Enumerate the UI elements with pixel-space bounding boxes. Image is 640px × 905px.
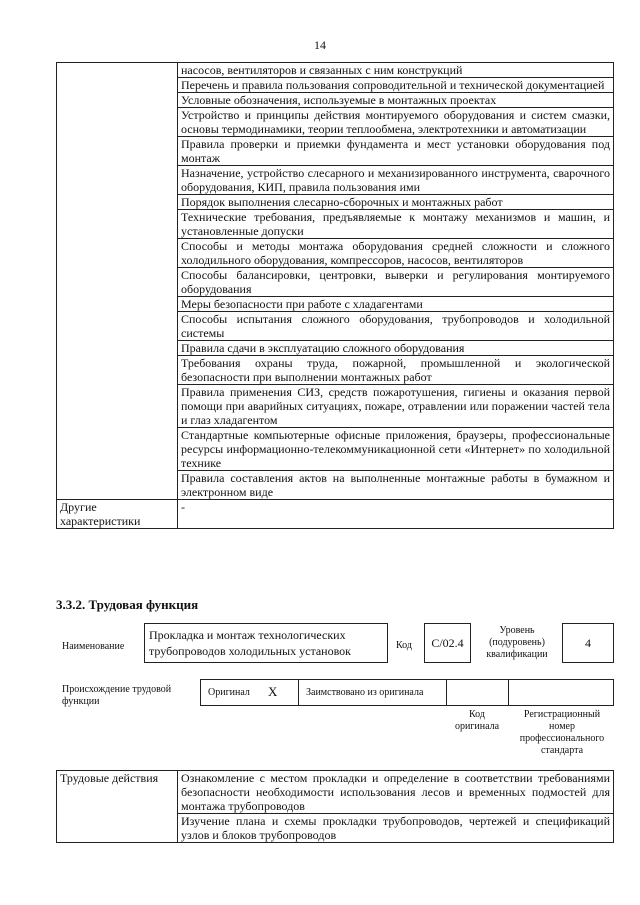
knowledge-item: Перечень и правила пользования сопроводительной и технической документацией — [178, 78, 614, 93]
labor-action-item: Ознакомление с местом прокладки и определение в соответствии требованиями безопасности необходимости использования лесов и временных подмостей для монтажа трубопроводов — [178, 771, 614, 814]
knowledge-label-cell — [57, 63, 178, 500]
labor-action-item: Изучение плана и схемы прокладки трубопроводов, чертежей и спецификаций узлов и блоков трубопроводов — [178, 814, 614, 843]
code-label: Код — [396, 640, 412, 651]
name-label: Наименование — [62, 641, 125, 652]
section-title: 3.3.2. Трудовая функция — [56, 597, 199, 612]
labor-action-row — [57, 771, 614, 814]
knowledge-item: Устройство и принципы действия монтируемого оборудования и систем смазки, основы термодинамики, теории теплообмена, электротехники и автоматизации — [178, 108, 614, 137]
knowledge-item: Назначение, устройство слесарного и механизированного инструмента, сварочного оборудования, КИП, правила пользования ими — [178, 166, 614, 195]
labor-actions-table — [56, 770, 614, 843]
knowledge-item: Правила проверки и приемки фундамента и мест установки оборудования под монтаж — [178, 137, 614, 166]
knowledge-item: Меры безопасности при работе с хладагентами — [178, 297, 614, 312]
knowledge-table — [56, 62, 614, 529]
knowledge-row — [57, 63, 614, 78]
original-label: Оригинал — [208, 687, 250, 698]
origin-divider — [298, 679, 299, 706]
knowledge-item: Способы и методы монтажа оборудования средней сложности и сложного холодильного оборудования, компрессоров, насосов, вентиляторов — [178, 239, 614, 268]
level-value: 4 — [585, 636, 591, 650]
other-characteristics-row — [57, 500, 614, 529]
knowledge-item: Правила сдачи в эксплуатацию сложного оборудования — [178, 341, 614, 356]
level-label: Уровень (подуровень) квалификации — [486, 625, 548, 660]
borrowed-label: Заимствовано из оригинала — [306, 687, 424, 698]
registration-number-caption: Регистрационный номер профессионального стандарта — [519, 709, 605, 756]
knowledge-item: Порядок выполнения слесарно-сборочных и монтажных работ — [178, 195, 614, 210]
original-mark: X — [268, 684, 278, 699]
knowledge-item: Правила составления актов на выполненные монтажные работы в бумажном и электронном виде — [178, 471, 614, 500]
original-code-caption: Код оригинала — [454, 709, 500, 732]
knowledge-item: насосов, вентиляторов и связанных с ним конструкций — [178, 63, 614, 78]
function-code: C/02.4 — [431, 636, 464, 650]
other-characteristics-value: - — [178, 500, 614, 529]
function-name: Прокладка и монтаж технологических трубопроводов холодильных установок — [149, 628, 351, 658]
knowledge-item: Требования охраны труда, пожарной, промышленной и экологической безопасности при выполнении монтажных работ — [178, 356, 614, 385]
page-number: 14 — [314, 38, 326, 52]
origin-divider — [508, 679, 509, 706]
knowledge-item: Технические требования, предъявляемые к монтажу механизмов и машин, и установленные допуски — [178, 210, 614, 239]
other-characteristics-label: Другие характеристики — [57, 500, 178, 529]
knowledge-item: Правила применения СИЗ, средств пожаротушения, гигиены и оказания первой помощи при аварийных ситуациях, пожаре, отравлении или поражении частей тела и глаз хладагентом — [178, 385, 614, 428]
origin-divider — [446, 679, 447, 706]
labor-actions-label: Трудовые действия — [57, 771, 178, 843]
knowledge-item: Стандартные компьютерные офисные приложения, браузеры, профессиональные ресурсы информационно-телекоммуникационной сети «Интернет» по холодильной технике — [178, 428, 614, 471]
function-code-box — [424, 623, 471, 663]
knowledge-item: Способы балансировки, центровки, выверки и регулирования монтируемого оборудования — [178, 268, 614, 297]
knowledge-item: Способы испытания сложного оборудования, трубопроводов и холодильной системы — [178, 312, 614, 341]
origin-label: Происхождение трудовой функции — [62, 684, 172, 707]
level-value-box — [562, 623, 614, 663]
knowledge-item: Условные обозначения, используемые в монтажных проектах — [178, 93, 614, 108]
function-name-box — [144, 623, 388, 663]
